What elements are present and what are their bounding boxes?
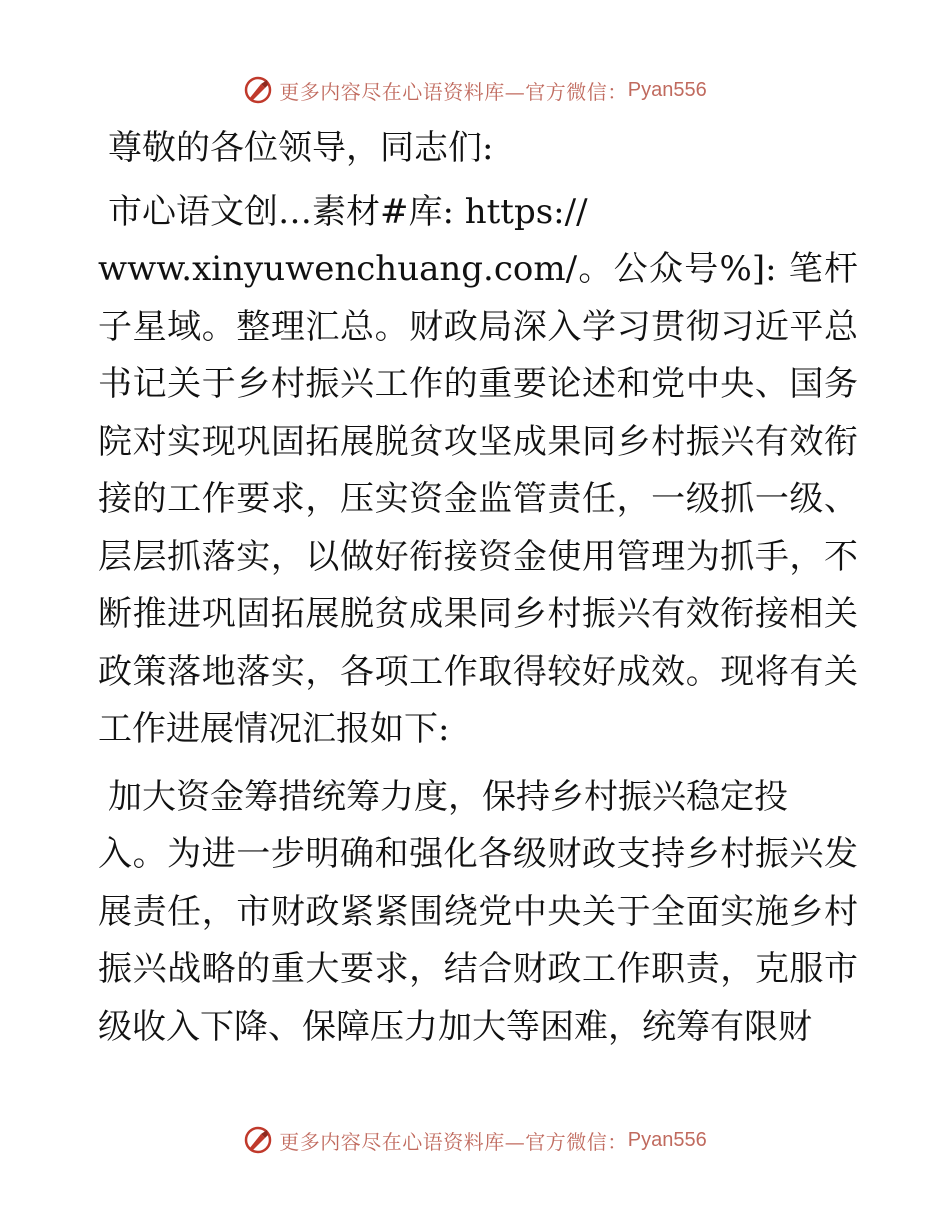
paragraph-funding-heading: 加大资金筹措统筹力度，保持乡村振兴稳定投 (108, 776, 788, 817)
paragraph-funding-body: 入。为进一步明确和强化各级财政支持乡村振兴发展责任，市财政紧紧围绕党中央关于全面实施乡村振兴战略的重大要求，结合财政工作职责，克服市级收入下降、保障压力加大等困难，统筹有限财 (98, 834, 858, 1047)
pen-nib-logo-icon (243, 75, 273, 105)
paragraph-intro-lead: 市心语文创…素材#库: https:// (108, 191, 588, 232)
watermark-handle: Pyan556 (627, 1128, 707, 1151)
watermark-text: 更多内容尽在心语资料库—官方微信： (279, 1129, 628, 1154)
watermark-text: 更多内容尽在心语资料库—官方微信： (279, 79, 628, 104)
header-watermark-banner (0, 70, 950, 110)
watermark-handle: Pyan556 (627, 78, 707, 101)
pen-nib-logo-icon (243, 1125, 273, 1155)
paragraph-funding (98, 769, 858, 1057)
footer-watermark-banner (0, 1120, 950, 1160)
salutation: 尊敬的各位领导，同志们: (108, 128, 494, 168)
document-body (98, 120, 858, 1056)
paragraph-intro-body: www.xinyuwenchuang.com/。公众号%]: 笔杆子星域。整理汇总。财政局深入学习贯彻习近平总书记关于乡村振兴工作的重要论述和党中央、国务院对实现巩固拓展脱贫攻坚成果同乡村振兴有效衔接的工作要求，压实资金监管责任，一级抓一级、层层抓落实，以做好衔接资金使用管理为抓手，不断推进巩固拓展脱贫成果同乡村振兴有效衔接相关政策落地落实，各项工作取得较好成效。现将有关工作进展情况汇报如下: (98, 249, 858, 749)
paragraph-intro (98, 184, 858, 759)
